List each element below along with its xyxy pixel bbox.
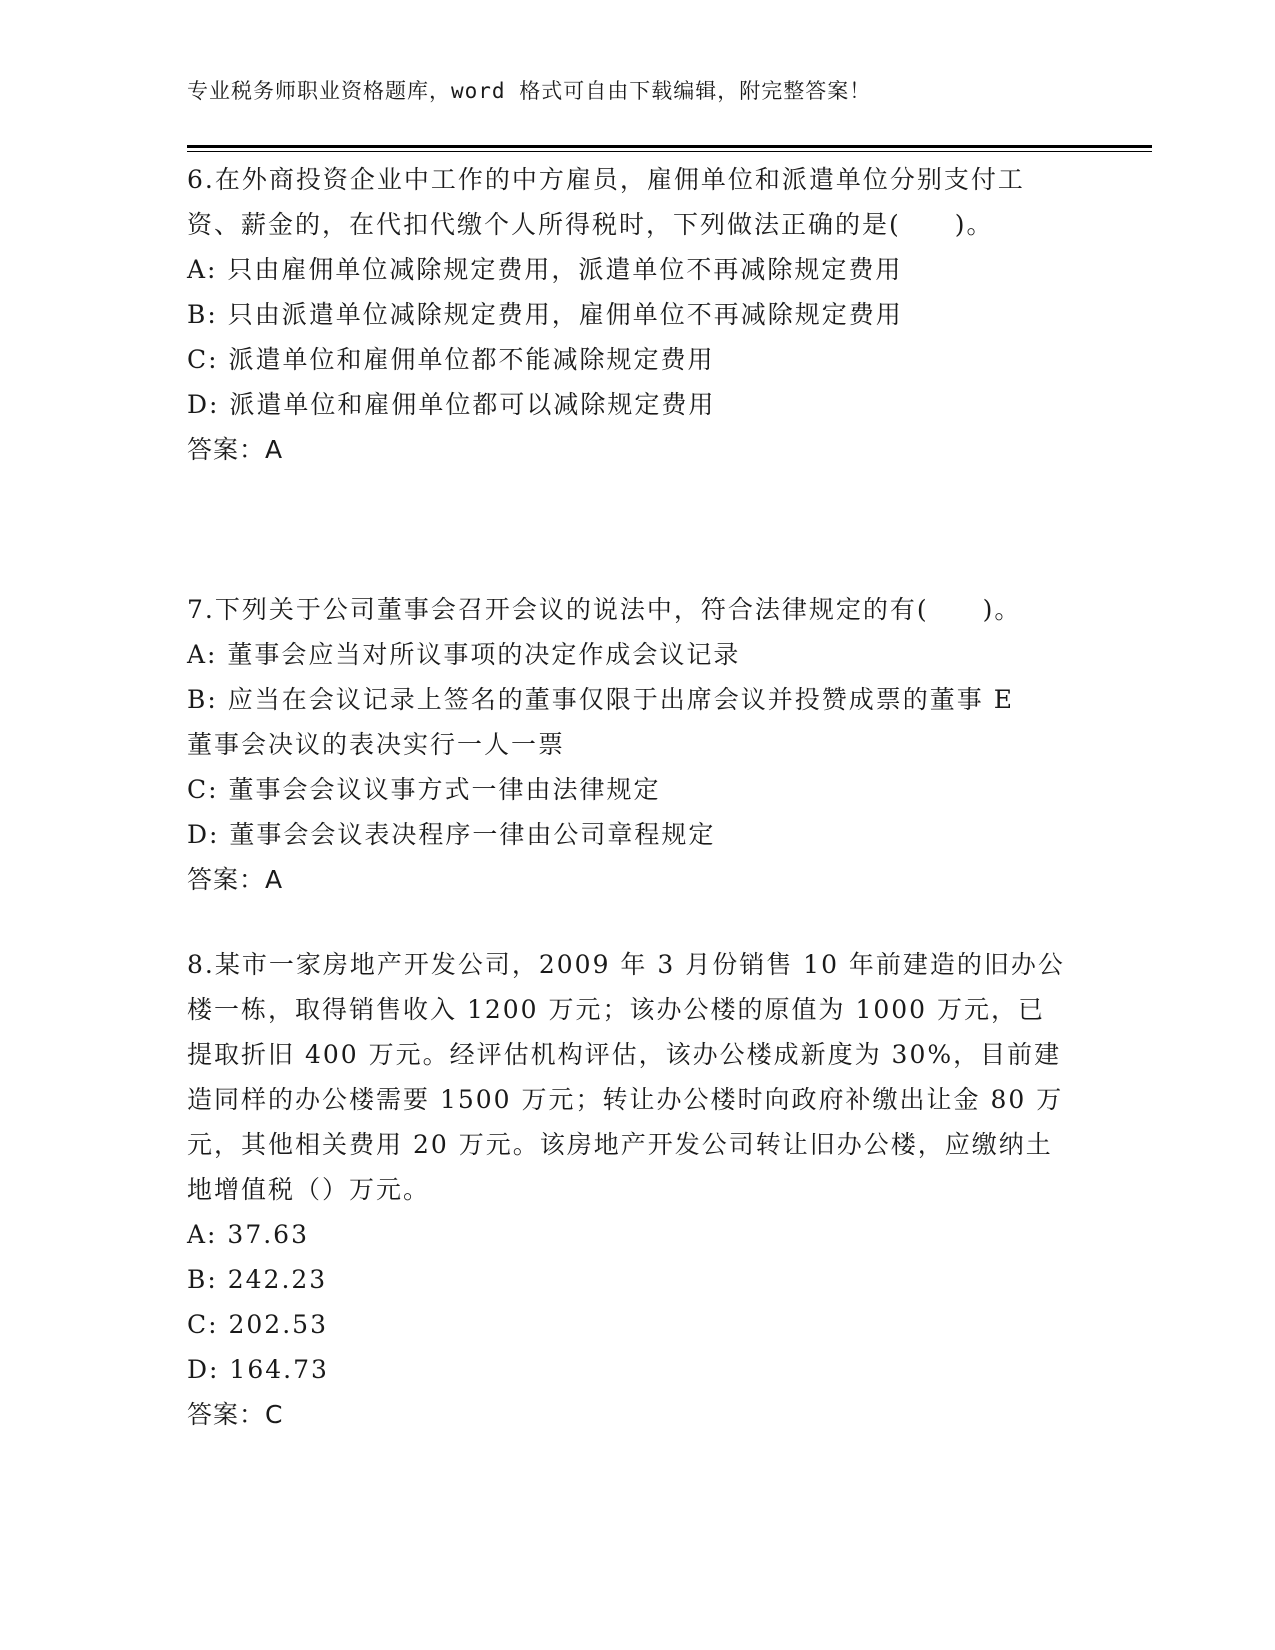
option-c: C: 派遣单位和雇佣单位都不能减除规定费用 (187, 345, 715, 374)
option-d: D: 164.73 (187, 1355, 329, 1384)
answer: 答案：A (187, 865, 284, 894)
header-rule-thick (187, 145, 1152, 148)
question-stem: 8.某市一家房地产开发公司，2009 年 3 月份销售 10 年前建造的旧办公楼一栋，取得销售收入 1200 万元；该办公楼的原值为 1000 万元，已提取折旧 400 万元。经评估机构评估，该办公楼成新度为 30%，目前建造同样的办公楼需要 1500 万元；转让办公楼时向政府补缴出让金 80 万元，其他相关费用 20 万元。该房地产开发公司转让旧办公楼，应缴纳土地增值税（）万元。 (187, 950, 1065, 1204)
question-stem: 7.下列关于公司董事会召开会议的说法中，符合法律规定的有( )。 (187, 595, 1022, 624)
option-b: B: 只由派遣单位减除规定费用，雇佣单位不再减除规定费用 (187, 300, 903, 329)
option-d: D: 派遣单位和雇佣单位都可以减除规定费用 (187, 390, 716, 419)
question-8 (187, 942, 1087, 1437)
question-7 (187, 587, 1087, 902)
answer: 答案：A (187, 435, 284, 464)
option-a: A: 37.63 (187, 1220, 309, 1249)
option-b: B: 242.23 (187, 1265, 328, 1294)
option-c: C: 202.53 (187, 1310, 328, 1339)
option-a: A: 董事会应当对所议事项的决定作成会议记录 (187, 640, 741, 669)
option-a: A: 只由雇佣单位减除规定费用，派遣单位不再减除规定费用 (187, 255, 903, 284)
page-header: 专业税务师职业资格题库，word 格式可自由下载编辑，附完整答案！ (187, 79, 872, 103)
answer: 答案：C (187, 1400, 284, 1429)
option-c: C: 董事会会议议事方式一律由法律规定 (187, 775, 661, 804)
option-d: D: 董事会会议表决程序一律由公司章程规定 (187, 820, 716, 849)
question-stem: 6.在外商投资企业中工作的中方雇员，雇佣单位和派遣单位分别支付工资、薪金的，在代扣代缴个人所得税时，下列做法正确的是( )。 (187, 165, 1025, 239)
option-b: B: 应当在会议记录上签名的董事仅限于出席会议并投赞成票的董事 E 董事会决议的表决实行一人一票 (187, 685, 1014, 759)
question-6 (187, 157, 1087, 472)
header-rule-thin (187, 151, 1152, 152)
